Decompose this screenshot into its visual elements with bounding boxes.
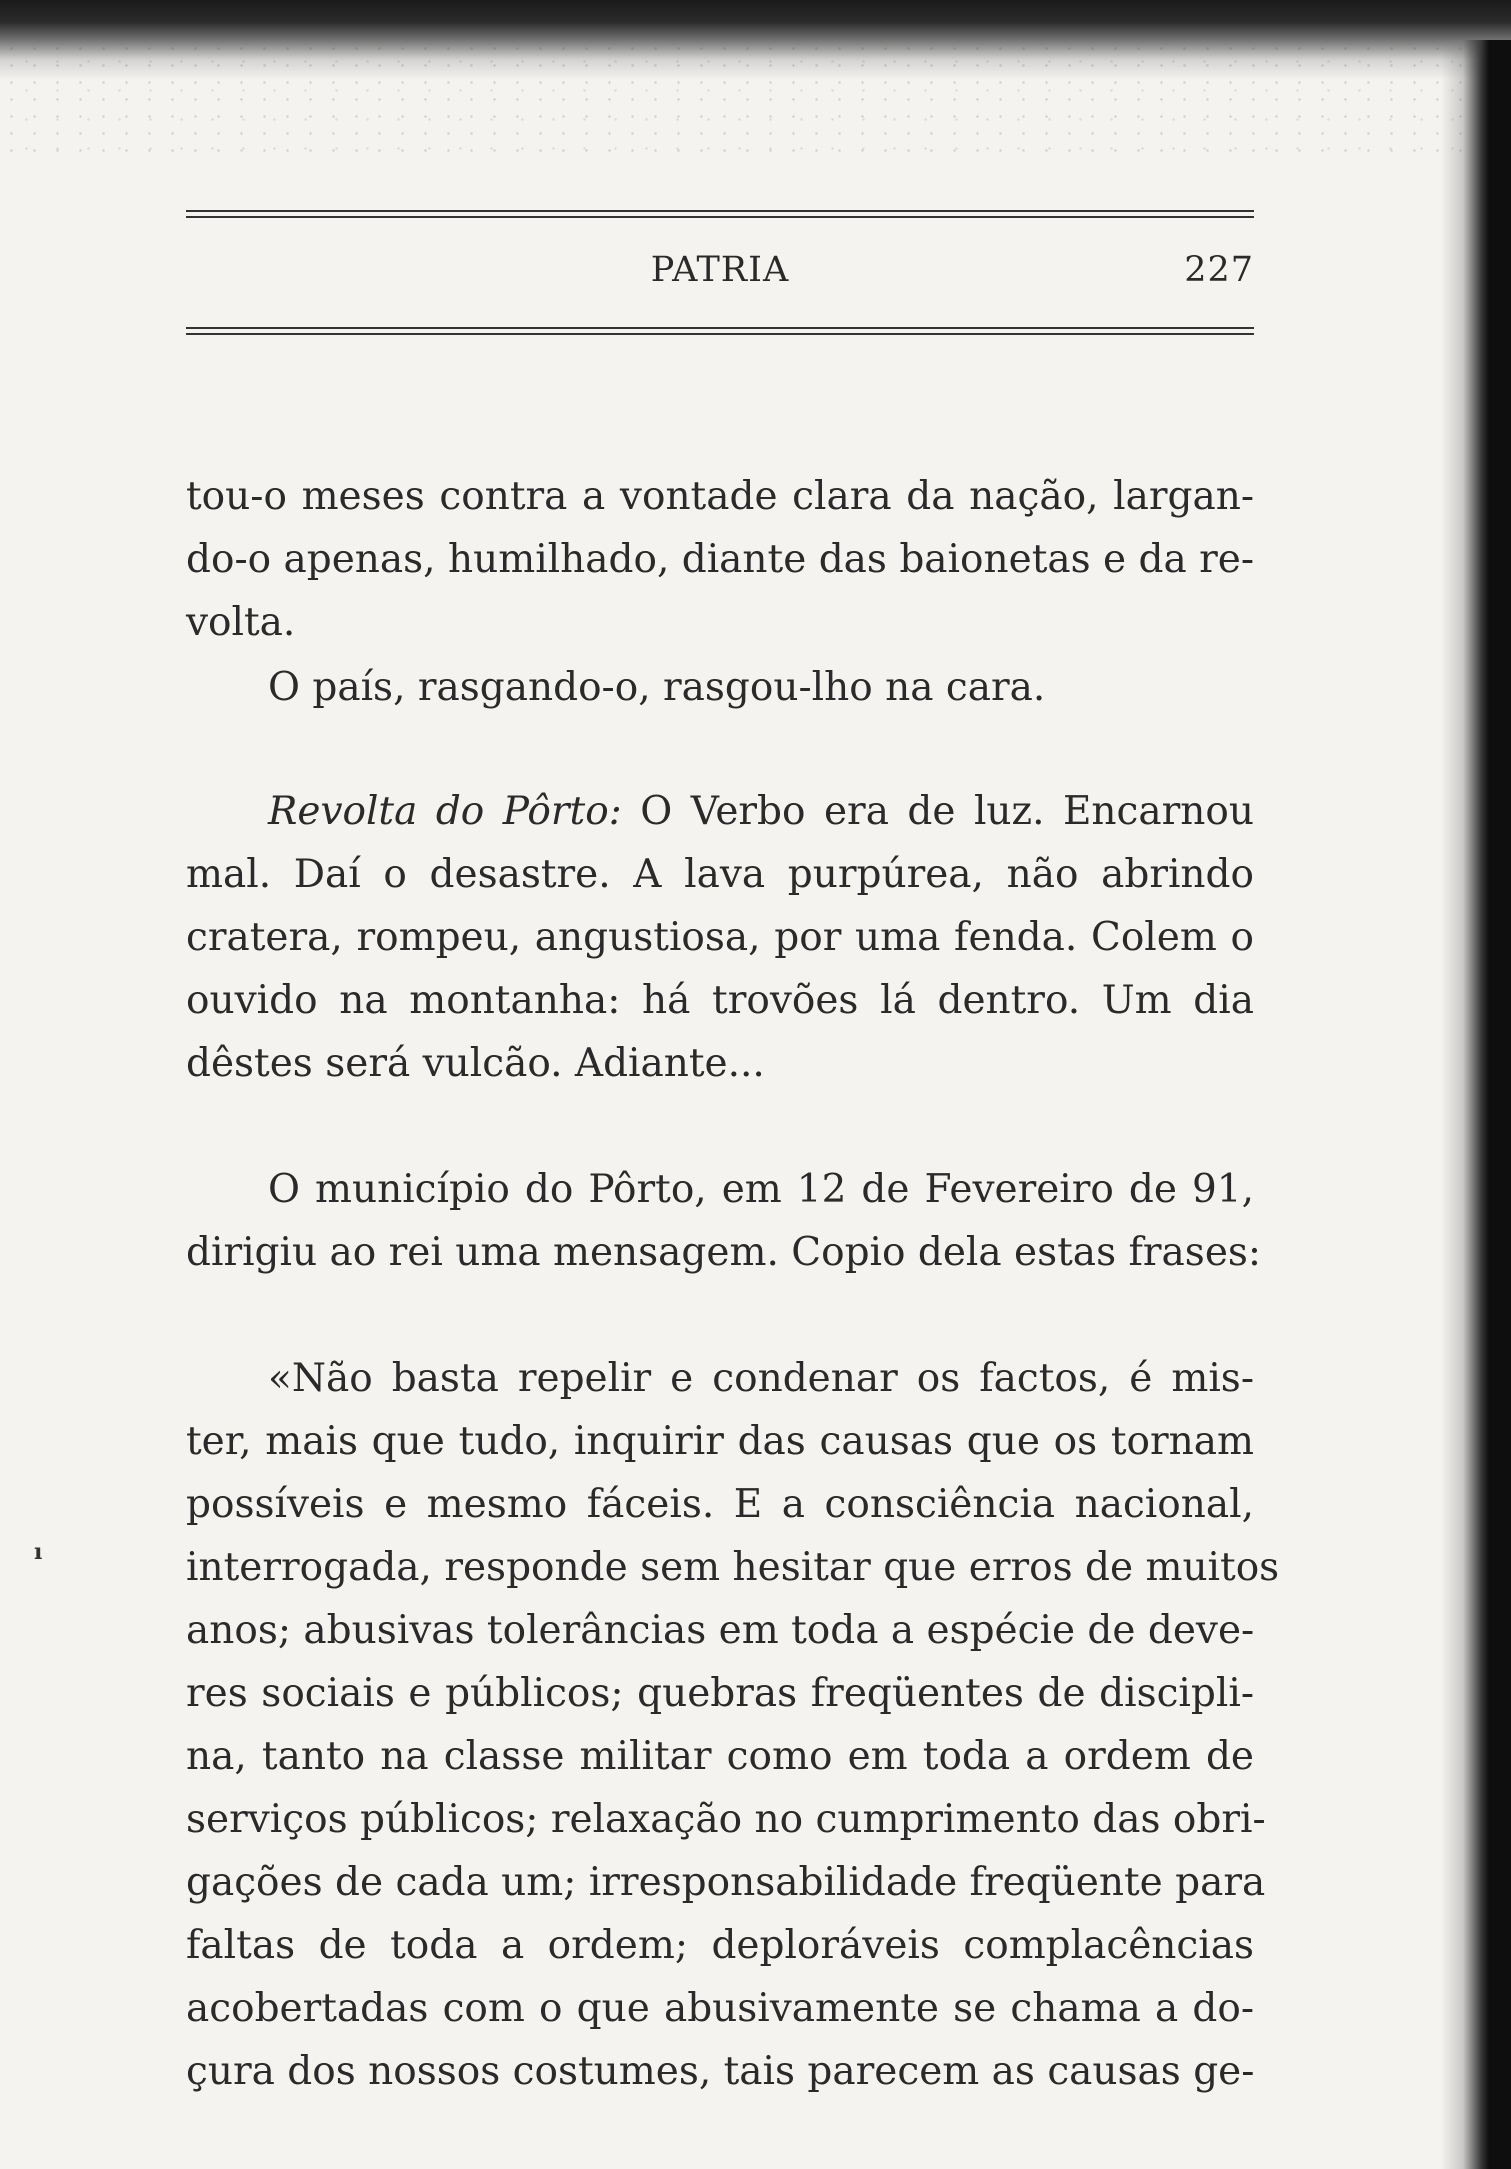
text-line: serviços públicos; relaxação no cumprimento das obri- xyxy=(186,1797,1266,1842)
paragraph-municipio xyxy=(186,1158,1262,1284)
text-line: çura dos nossos costumes, tais parecem as causas ge- xyxy=(186,2049,1255,2094)
text-line: res sociais e públicos; quebras freqüentes de discipli- xyxy=(186,1671,1254,1716)
text-line: possíveis e mesmo fáceis. E a consciência nacional, xyxy=(186,1482,1254,1527)
running-title: PATRIA xyxy=(650,250,790,290)
text-line: mal. Daí o desastre. A lava purpúrea, não abrindo xyxy=(186,852,1254,897)
text-line: do-o apenas, humilhado, diante das baionetas e da re- xyxy=(186,537,1255,582)
text-line: faltas de toda a ordem; deploráveis complacências xyxy=(186,1923,1254,1968)
text-line: tou-o meses contra a vontade clara da nação, largan- xyxy=(186,474,1254,519)
scan-right-edge-shadow xyxy=(1441,40,1511,2169)
text-line: gações de cada um; irresponsabilidade freqüente para xyxy=(186,1860,1266,1905)
text-line: O município do Pôrto, em 12 de Fevereiro de 91, xyxy=(268,1167,1254,1212)
text-line: «Não basta repelir e condenar os factos, é mis- xyxy=(268,1356,1254,1401)
book-page xyxy=(186,0,1280,2169)
paragraph-revolta xyxy=(186,780,1254,1095)
text-line: ouvido na montanha: há trovões lá dentro. Um dia xyxy=(186,978,1254,1023)
paragraph-quote xyxy=(186,1347,1280,2103)
text-line xyxy=(186,780,1254,843)
running-header xyxy=(186,250,1254,300)
text-line: acobertadas com o que abusivamente se chama a do- xyxy=(186,1986,1254,2031)
text-line: cratera, rompeu, angustiosa, por uma fenda. Colem o xyxy=(186,915,1254,960)
text-line: O país, rasgando-o, rasgou-lho na cara. xyxy=(268,665,1046,710)
text-line: dirigiu ao rei uma mensagem. Copio dela estas frases: xyxy=(186,1230,1262,1275)
text-fragment: O Verbo era de luz. Encarnou xyxy=(621,789,1254,834)
text-line: anos; abusivas tolerâncias em toda a espécie de deve- xyxy=(186,1608,1255,1653)
paragraph-continuation xyxy=(186,465,1254,654)
section-lead: Revolta do Pôrto: xyxy=(268,789,622,834)
text-line: dêstes será vulcão. Adiante... xyxy=(186,1041,765,1086)
text-line: volta. xyxy=(186,600,296,645)
header-rule-top-inner xyxy=(186,216,1254,218)
paragraph-pais xyxy=(186,656,1254,719)
margin-mark: ı xyxy=(34,1539,43,1565)
header-rule-bottom xyxy=(186,327,1254,329)
text-line: ter, mais que tudo, inquirir das causas que os tornam xyxy=(186,1419,1254,1464)
header-rule-bottom-inner xyxy=(186,333,1254,335)
page-number: 227 xyxy=(1184,250,1254,290)
text-line: interrogada, responde sem hesitar que erros de muitos xyxy=(186,1545,1280,1590)
header-rule-top xyxy=(186,210,1254,212)
text-line: na, tanto na classe militar como em toda a ordem de xyxy=(186,1734,1254,1779)
